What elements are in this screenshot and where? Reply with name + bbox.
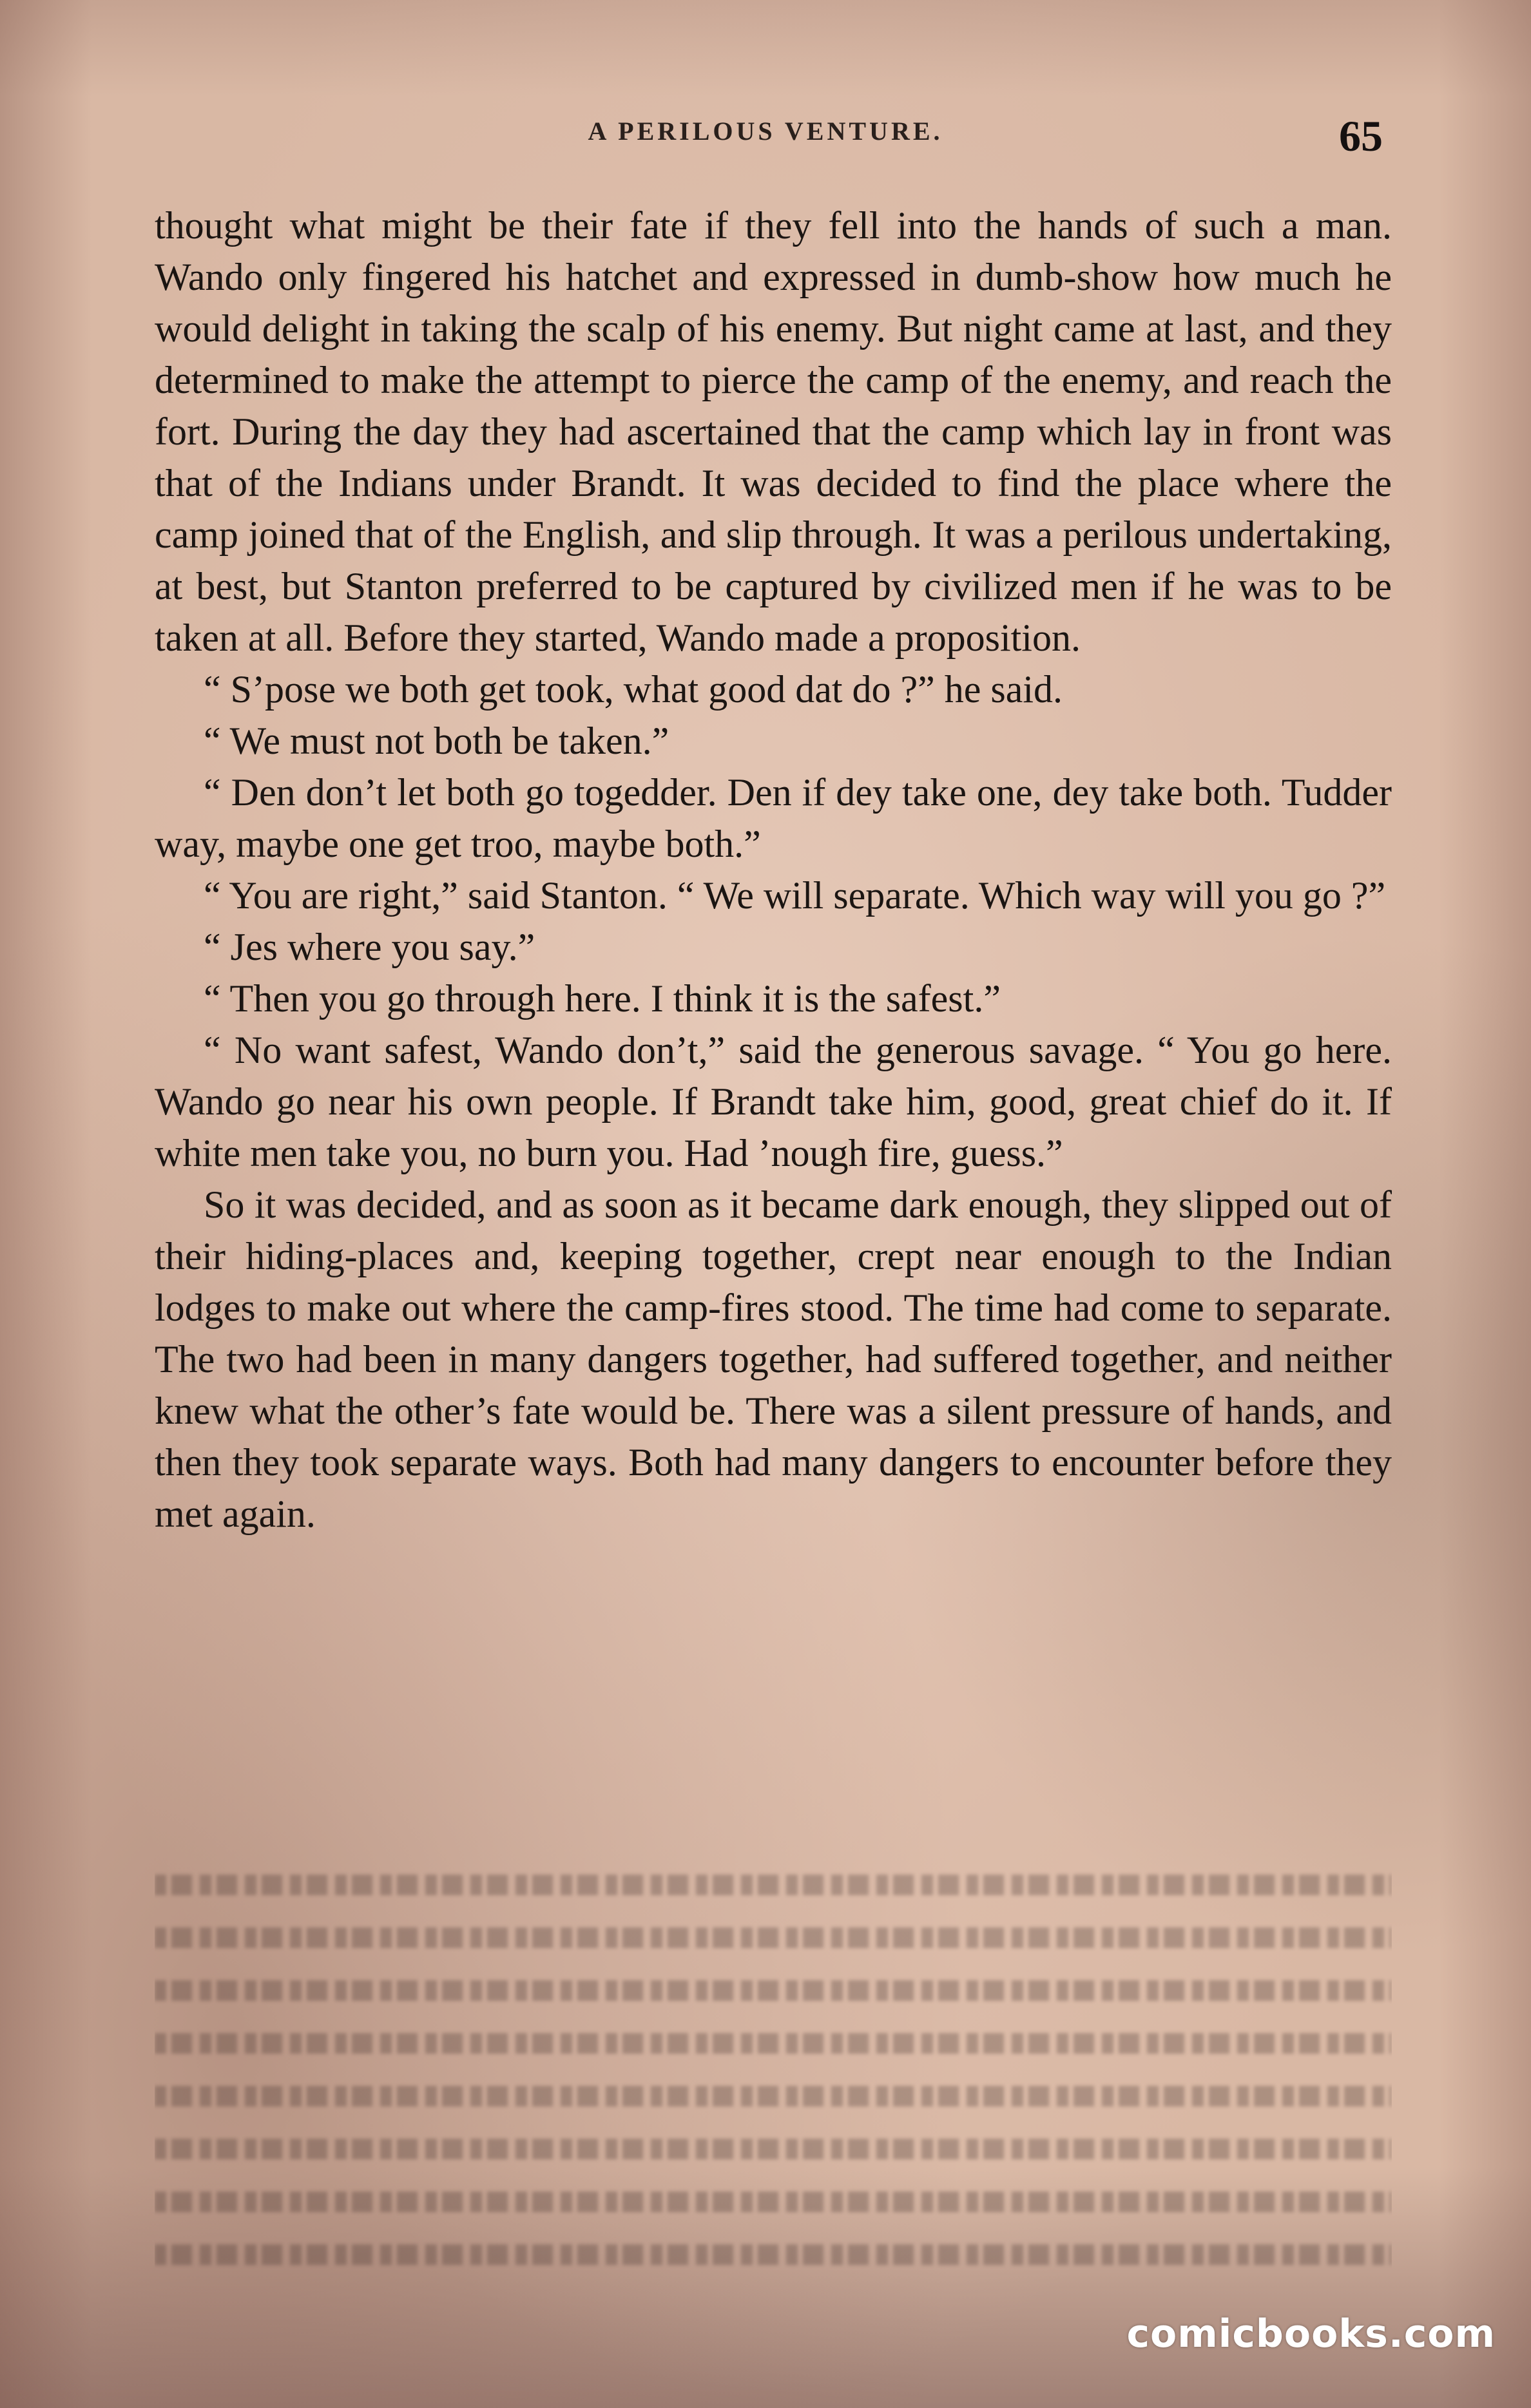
page-number: 65 [1339,111,1383,160]
paragraph-8: “ No want safest, Wando don’t,” said the generous savage. “ You go here. Wando go near his own people. If Brandt take him, good, great chief do it. If white men take you, no burn you. Had ’nough fire, guess.” [155,1029,1392,1174]
bleed-through-line [155,2172,1392,2224]
paragraph-6: “ Jes where you say.” [204,926,535,968]
bleed-through-text [155,1855,1392,2306]
bleed-through-line [155,1961,1392,2012]
paragraph-7: “ Then you go through here. I think it is the safest.” [204,977,1001,1020]
bleed-through-line [155,1908,1392,1960]
bleed-through-line [155,2119,1392,2171]
bleed-through-line [155,2067,1392,2118]
body-text [155,200,1392,1540]
bleed-through-line [155,2014,1392,2065]
paragraph-5: “ You are right,” said Stanton. “ We will separate. Which way will you go ?” [204,874,1386,917]
page-header [0,111,1531,161]
paragraph-1: thought what might be their fate if they fell into the hands of such a man. Wando only fingered his hatchet and expressed in dumb-show how much he would delight in taking the scalp of his enemy. But night came at last, and they determined to make the attempt to pierce the camp of the enemy, and reach the fort. During the day they had ascertained that the camp which lay in front was that of the Indians under Brandt. It was decided to find the place where the camp joined that of the English, and slip through. It was a perilous undertaking, at best, but Stanton preferred to be captured by civilized men if he was to be taken at all. Before they started, Wando made a proposition. [155,204,1392,659]
watermark-logo: comicbooks.com [1126,2311,1496,2356]
paragraph-3: “ We must not both be taken.” [204,720,669,762]
running-title: A PERILOUS VENTURE. [588,117,943,146]
bleed-through-line [155,2225,1392,2277]
paragraph-4: “ Den don’t let both go togedder. Den if dey take one, dey take both. Tudder way, maybe one get troo, maybe both.” [155,771,1392,865]
paragraph-2: “ S’pose we both get took, what good dat do ?” he said. [204,668,1063,711]
paragraph-9: So it was decided, and as soon as it became dark enough, they slipped out of their hiding-places and, keeping together, crept near enough to the Indian lodges to make out where the camp-fires stood. The time had come to separate. The two had been in many dangers together, had suffered together, and neither knew what the other’s fate would be. There was a silent pressure of hands, and then they took separate ways. Both had many dangers to encounter before they met again. [155,1183,1392,1535]
bleed-through-line [155,1855,1392,1907]
